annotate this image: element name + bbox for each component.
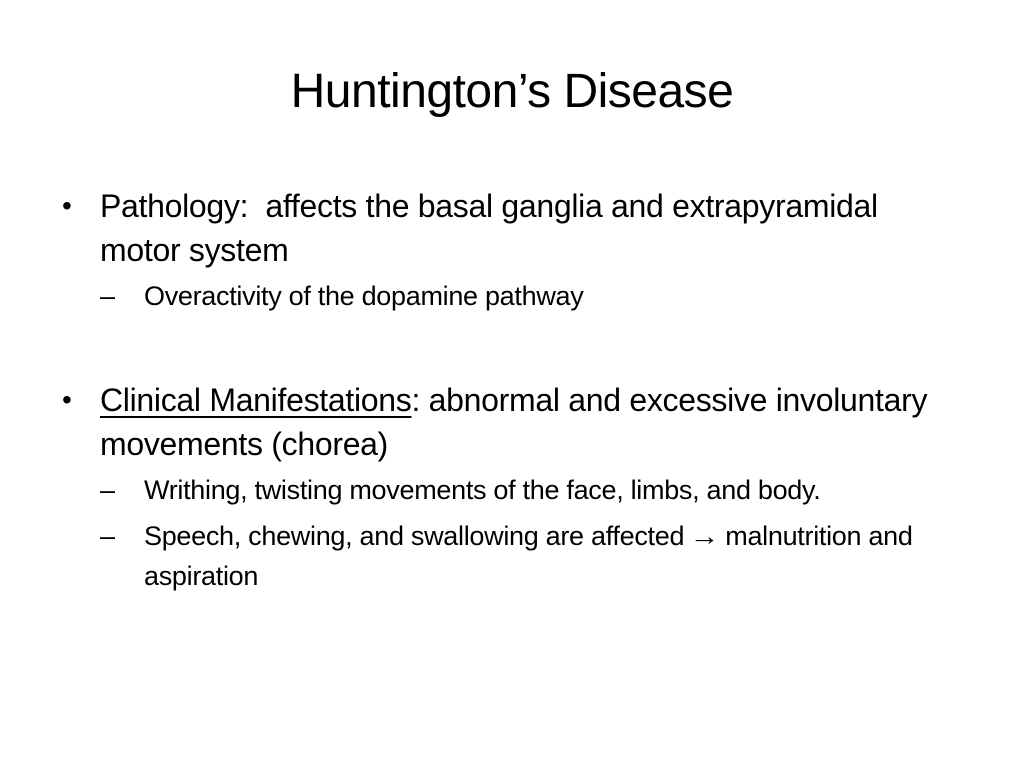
sub-bullet-text-continued: malnutrition and aspiration [144, 521, 913, 591]
pathology-sub-list [100, 276, 958, 316]
sub-bullet-marker: – [100, 475, 115, 505]
clinical-sub-list [100, 470, 958, 596]
sub-bullet-speech [100, 516, 958, 596]
pathology-label: Pathology: [100, 188, 249, 224]
arrow-right-icon: → [690, 521, 720, 551]
bullet-pathology [58, 184, 958, 272]
sub-bullet-text: Speech, chewing, and swallowing are affected [144, 521, 685, 551]
sub-bullet-marker: – [100, 521, 115, 551]
sub-bullet-text: Overactivity of the dopamine pathway [144, 281, 584, 311]
bullet-marker: • [62, 384, 72, 415]
clinical-text: : abnormal and excessive involuntary movements (chorea) [100, 382, 928, 462]
sub-bullet-text: Writhing, twisting movements of the face, limbs, and body. [144, 475, 821, 505]
slide-title: Huntington’s Disease [290, 65, 734, 118]
clinical-label: Clinical Manifestations [100, 382, 412, 418]
sub-bullet-writhing [100, 470, 958, 510]
pathology-text: affects the basal ganglia and extrapyramidal motor system [100, 188, 878, 268]
bullet-marker: • [62, 190, 72, 221]
slide-body [58, 184, 958, 602]
sub-bullet-dopamine [100, 276, 958, 316]
bullet-clinical [58, 378, 958, 466]
sub-bullet-marker: – [100, 281, 115, 311]
